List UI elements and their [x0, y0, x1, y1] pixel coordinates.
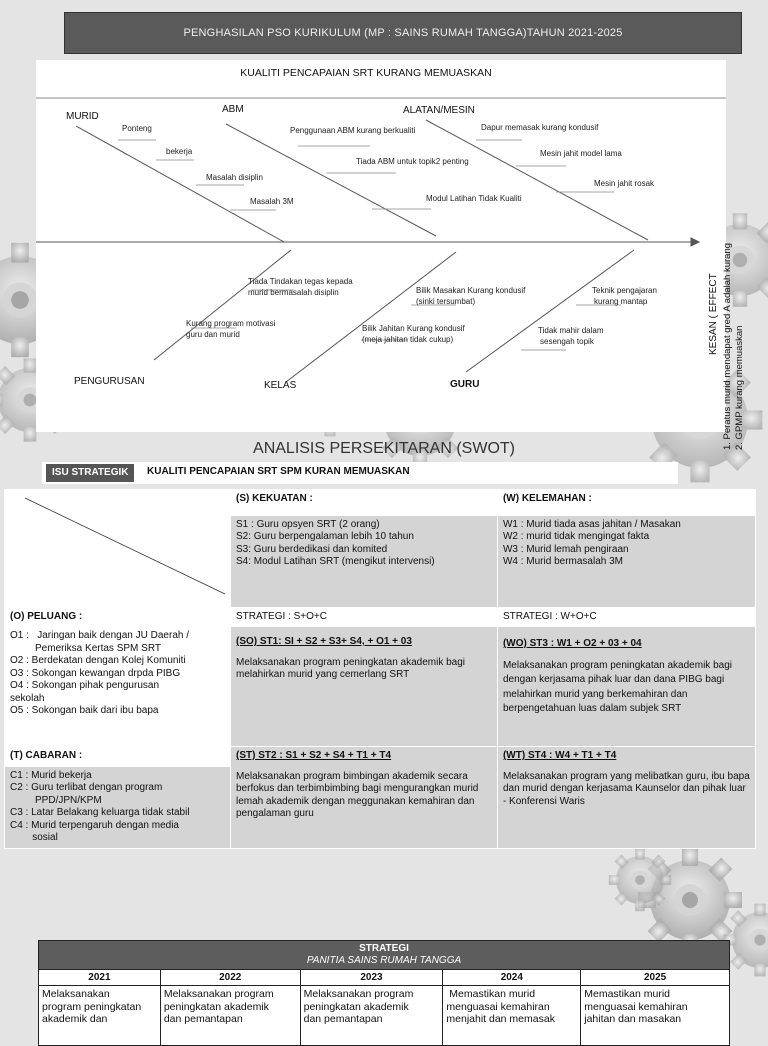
list-item: O3 : Sokongan kewangan drpda PIBG [10, 667, 181, 679]
wt-text-2: - Konferensi Waris [502, 795, 585, 807]
isu-strategik-text: KUALITI PENCAPAIAN SRT SPM KURAN MEMUASKAN [147, 466, 410, 477]
list-item: W3 : Murid lemah pengiraan [502, 543, 629, 555]
strategi-header [39, 941, 730, 970]
strategi-wo-label: STRATEGI : W+O+C [497, 607, 755, 627]
cell-line: Memastikan murid [446, 988, 536, 1000]
list-item: W2 : murid tidak mengingat fakta [502, 531, 650, 542]
category-abm: ABM [222, 104, 244, 115]
cause-label: Tiada Tindakan tegas kepada [248, 277, 353, 286]
cause-label: Tidak mahir dalam [538, 326, 604, 335]
list-item: Pemeriksa Kertas SPM SRT [10, 642, 161, 654]
cell-line: Memastikan murid [584, 988, 671, 1000]
list-item: PPD/JPN/KPM [10, 794, 102, 806]
year-header: 2025 [581, 970, 730, 986]
slide-title: PENGHASILAN PSO KURIKULUM (MP : SAINS RUMAH TANGGA)TAHUN 2021-2025 [183, 27, 623, 39]
so-title: (SO) ST1: SI + S2 + S3+ S4, + O1 + 03 [236, 636, 412, 647]
list-item: W4 : Murid bermasalah 3M [502, 556, 623, 567]
list-item: C3 : Latar Belakang keluarga tidak stabil [10, 807, 190, 818]
s-header: (S) KEKUATAN : [231, 490, 498, 516]
cause-label: Kurang program motivasi [186, 319, 276, 328]
wo-strategy [497, 627, 755, 747]
cause-label: Masalah disiplin [206, 173, 263, 182]
wo-title: (WO) ST3 : W1 + O2 + 03 + 04 [502, 638, 642, 649]
strategi-cell-2021 [39, 986, 161, 1046]
cell-line: peningkatan akademik [163, 1000, 269, 1013]
slide-title-bar [64, 12, 742, 54]
strategi-cell-2022 [160, 986, 300, 1046]
cause-label: Ponteng [122, 124, 152, 133]
list-item: S4: Modul Latihan SRT (mengikut intervensi) [236, 556, 435, 567]
fishbone-effect [696, 120, 745, 450]
cause-label: Bilik Jahitan Kurang kondusif [362, 324, 465, 333]
t-items [5, 766, 231, 848]
list-item: C1 : Murid bekerja [10, 769, 92, 781]
cell-line: menguasai kemahiran [446, 1000, 550, 1013]
cell-line: Melaksanakan program [163, 988, 274, 1000]
year-header: 2024 [443, 970, 581, 986]
cause-label: Dapur memasak kurang kondusif [481, 123, 599, 132]
wt-text: Melaksanakan program yang melibatkan guru, ibu bapa dan murid dengan kerjasama Kaunselor dan pihak luar [502, 770, 750, 794]
list-item: W1 : Murid tiada asas jahitan / Masakan [502, 518, 681, 530]
list-item: sekolah [10, 692, 45, 704]
strategi-cell-2024 [443, 986, 581, 1046]
list-item: sosial [10, 832, 58, 843]
year-header: 2022 [160, 970, 300, 986]
list-item: O5 : Sokongan baik dari ibu bapa [10, 705, 159, 716]
cell-line: Melaksanakan [42, 988, 110, 1000]
cell-line: program peningkatan [42, 1000, 142, 1013]
list-item: O2 : Berdekatan dengan Kolej Komuniti [10, 655, 186, 666]
year-header: 2023 [300, 970, 443, 986]
isu-strategik-tag: ISU STRATEGIK [46, 464, 134, 482]
wt-strategy [497, 747, 755, 849]
cause-label: Penggunaan ABM kurang berkualiti [290, 126, 416, 135]
wt-title: (WT) ST4 : W4 + T1 + T4 [502, 750, 617, 761]
list-item: O1 : Jaringan baik dengan JU Daerah / [10, 630, 189, 641]
isu-strategik-row [42, 462, 678, 484]
strategi-table [38, 940, 730, 1046]
cause-label: kurang mantap [594, 297, 648, 306]
so-text: Melaksanakan program peningkatan akademik bagi melahirkan murid yang cemerlang SRT [236, 656, 466, 680]
list-item: C4 : Murid terpengaruh dengan media [10, 819, 179, 831]
fishbone-problem: KUALITI PENCAPAIAN SRT KURANG MEMUASKAN [240, 67, 492, 79]
list-item: O4 : Sokongan pihak pengurusan [10, 680, 159, 691]
cause-label: Modul Latihan Tidak Kualiti [426, 194, 522, 203]
strategi-cell-2023 [300, 986, 443, 1046]
category-alatan: ALATAN/MESIN [403, 105, 475, 116]
cause-label: bekerja [166, 147, 193, 156]
category-murid: MURID [66, 111, 99, 122]
cause-label: sesengah topik [540, 337, 594, 346]
strategi-cell-2025 [581, 986, 730, 1046]
diagonal-line [5, 490, 230, 602]
wo-text: Melaksanakan program peningkatan akademik bagi dengan kerjasama pihak luar dan dana PIBG bagi melahirkan murid yang berkemahiran dan berpengetahuan luas dalam subjek SRT [502, 659, 732, 714]
cause-label: (meja jahitan tidak cukup) [362, 335, 454, 344]
strategi-subtitle: PANITIA SAINS RUMAH TANGGA [306, 955, 462, 966]
t-header: (T) CABARAN : [5, 747, 231, 767]
cell-line: menjahit dan memasak [446, 1013, 555, 1025]
o-header: (O) PELUANG : [5, 607, 231, 627]
cell-line: menguasai kemahiran [584, 1000, 688, 1013]
swot-table [4, 489, 756, 849]
cause-label: Tiada ABM untuk topik2 penting [356, 157, 469, 166]
st-strategy [231, 747, 498, 849]
category-guru: GURU [450, 379, 480, 390]
cause-label: Teknik pengajaran [592, 286, 657, 295]
category-pengurusan: PENGURUSAN [74, 376, 145, 387]
list-item: S3: Guru berdedikasi dan komited [236, 543, 388, 555]
cause-label: Masalah 3M [250, 197, 294, 206]
st-title: (ST) ST2 : S1 + S2 + S4 + T1 + T4 [236, 750, 392, 761]
cell-line: dan pemantapan [163, 1013, 243, 1025]
cause-label: Bilik Masakan Kurang kondusif [416, 286, 526, 295]
s-items [231, 515, 498, 607]
cause-label: Mesin jahit rosak [594, 179, 655, 188]
w-items [497, 515, 755, 607]
category-kelas: KELAS [264, 380, 297, 391]
effect-label: KESAN ( EFFECT [708, 273, 719, 355]
swot-corner-cell [5, 490, 231, 608]
year-header: 2021 [39, 970, 161, 986]
strategi-title: STRATEGI [359, 943, 409, 954]
effect-item-2: 2. GPMP kurang memuaskan [734, 325, 745, 450]
cell-line: jahitan dan masakan [584, 1013, 682, 1025]
st-text: Melaksanakan program bimbingan akademik secara berfokus dan terbimbimbing bagi mengurangkan murid lemah akademik dengan meggunakan kemahiran dan pengalaman guru [236, 770, 479, 819]
list-item: S2: Guru berpengalaman lebih 10 tahun [236, 531, 414, 542]
effect-item-1: 1. Peratus murid mendapat gred A adalah kurang [722, 242, 733, 450]
strategi-so-label: STRATEGI : S+O+C [231, 607, 498, 627]
cause-label: murid bermasalah disiplin [248, 288, 339, 297]
cause-label: guru dan murid [186, 330, 240, 339]
o-items [5, 627, 231, 747]
cause-label: (sinki tersumbat) [416, 297, 476, 306]
cell-line: akademik dan [42, 1013, 108, 1025]
cell-line: peningkatan akademik [303, 1000, 409, 1013]
list-item: S1 : Guru opsyen SRT (2 orang) [236, 518, 380, 530]
so-strategy [231, 627, 498, 747]
list-item: C2 : Guru terlibat dengan program [10, 782, 163, 793]
w-header: (W) KELEMAHAN : [497, 490, 755, 516]
cell-line: Melaksanakan program [303, 988, 414, 1000]
cell-line: dan pemantapan [303, 1013, 383, 1025]
swot-heading: ANALISIS PERSEKITARAN (SWOT) [253, 440, 515, 457]
cause-label: Mesin jahit model lama [540, 149, 622, 158]
